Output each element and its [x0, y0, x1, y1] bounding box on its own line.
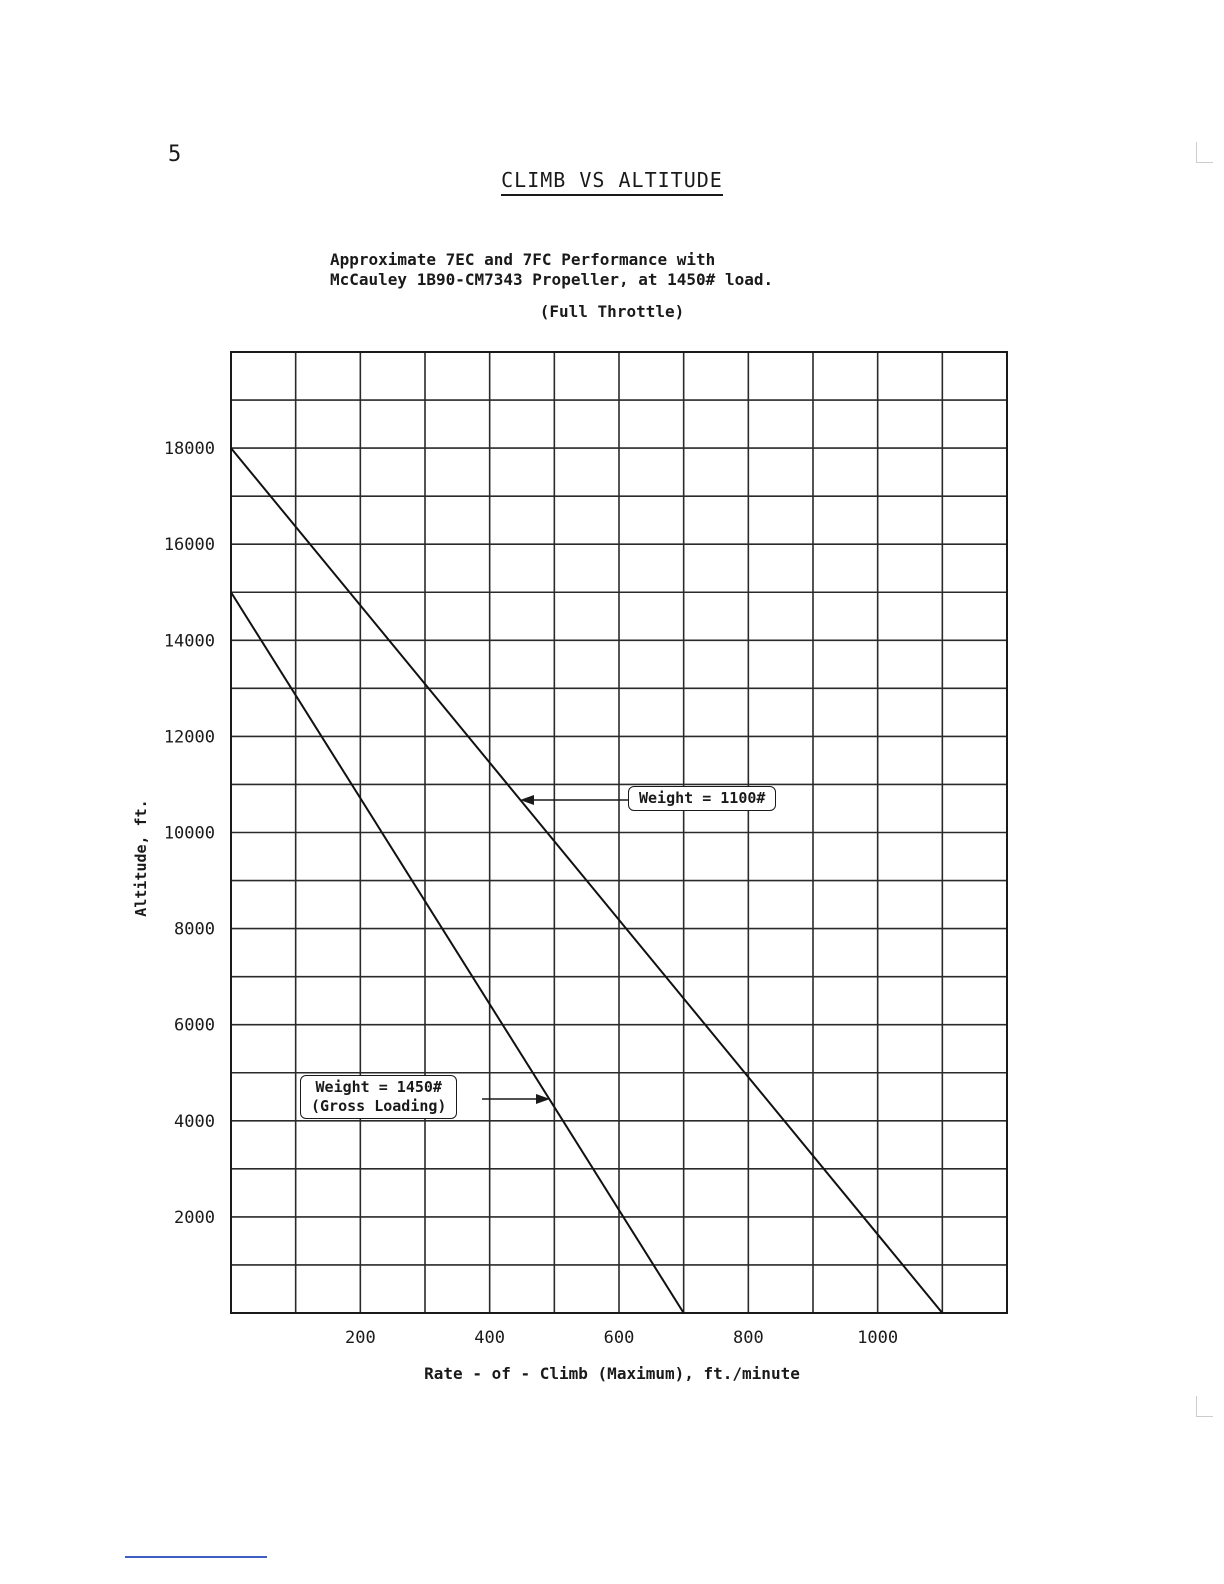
- y-tick-label: 2000: [174, 1207, 215, 1228]
- y-tick-label: 4000: [174, 1111, 215, 1132]
- x-tick-label: 800: [732, 1328, 764, 1348]
- y-tick-label: 16000: [163, 535, 215, 556]
- x-tick-label: 600: [603, 1328, 635, 1348]
- callout-1450-line-1: Weight = 1450#: [315, 1078, 442, 1096]
- grid: [231, 352, 1007, 1313]
- subtitle-line-2: McCauley 1B90-CM7343 Propeller, at 1450# load.: [330, 270, 774, 289]
- y-tick-label: 12000: [163, 727, 215, 748]
- x-tick-label: 1000: [857, 1328, 899, 1348]
- callout-1100-line-1: Weight = 1100#: [639, 789, 766, 807]
- x-tick-label: 400: [474, 1328, 506, 1348]
- callout-weight-1450: [300, 1075, 457, 1119]
- punch-mark-bottom: [1196, 1396, 1213, 1417]
- y-tick-label: 18000: [163, 439, 215, 460]
- chart-title-text: CLIMB VS ALTITUDE: [501, 168, 723, 196]
- y-tick-label: 14000: [163, 631, 215, 652]
- tick-labels: [164, 439, 898, 1348]
- subtitle-line-3: (Full Throttle): [539, 302, 685, 321]
- subtitle-line-1: Approximate 7EC and 7FC Performance with: [330, 250, 716, 269]
- y-tick-label: 10000: [163, 823, 215, 844]
- series-line-1: [231, 592, 684, 1313]
- callout-1450-line-2: (Gross Loading): [311, 1097, 447, 1115]
- callout-weight-1100: [628, 786, 776, 811]
- y-axis-label: Altitude, ft.: [132, 799, 150, 917]
- page-number: 5: [168, 142, 182, 167]
- y-tick-label: 6000: [174, 1015, 215, 1036]
- footer-rule: [125, 1556, 267, 1558]
- y-tick-label: 8000: [174, 919, 215, 940]
- x-axis-label: Rate - of - Climb (Maximum), ft./minute: [424, 1364, 800, 1383]
- punch-mark-top: [1196, 142, 1213, 163]
- x-tick-label: 200: [344, 1328, 376, 1348]
